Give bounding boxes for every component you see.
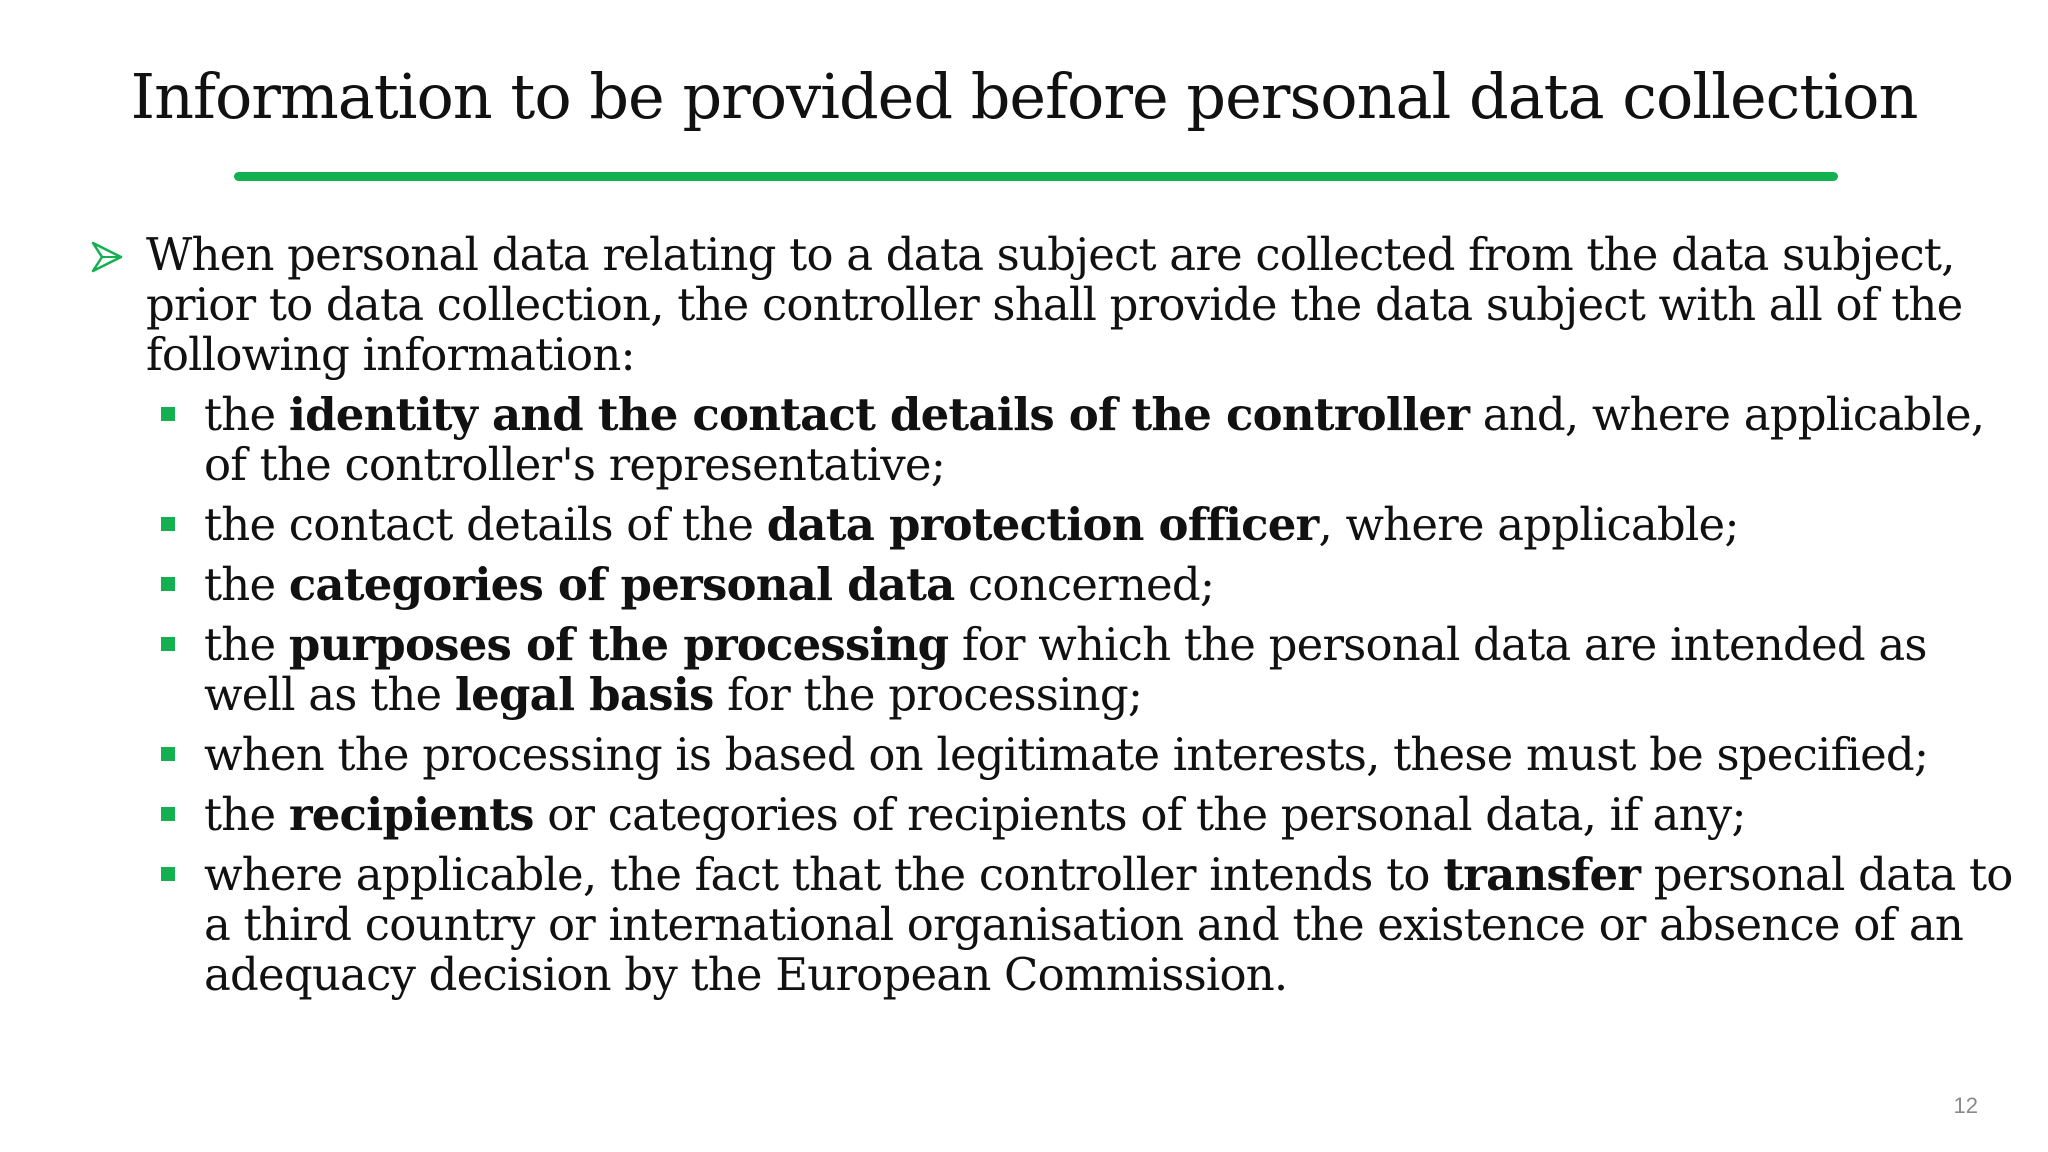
- item-emphasis: identity and the contact details of the controller: [288, 388, 1470, 441]
- square-bullet-icon: [161, 807, 175, 821]
- item-text: for the processing;: [713, 668, 1143, 721]
- list-item: [204, 500, 2015, 550]
- main-bullet-point: [90, 230, 2015, 380]
- item-emphasis: legal basis: [454, 668, 714, 721]
- square-bullet-icon: [161, 867, 175, 881]
- item-text: where applicable, the fact that the controller intends to: [204, 848, 1444, 901]
- title-underline: [234, 172, 1838, 181]
- slide-content: [90, 230, 2015, 1010]
- square-bullet-icon: [161, 577, 175, 591]
- list-item: [204, 620, 2015, 720]
- arrow-bullet-icon: [90, 240, 124, 274]
- item-text: personal data to a third country or international organisation and the existence or absence of an adequacy decision by the European Commission.: [204, 848, 2013, 1001]
- square-bullet-icon: [161, 637, 175, 651]
- item-text: , where applicable;: [1318, 498, 1739, 551]
- item-emphasis: data protection officer: [766, 498, 1319, 551]
- item-text: concerned;: [954, 558, 1215, 611]
- item-text: and, where applicable, of the controller's representative;: [204, 388, 1985, 491]
- item-text: the: [204, 788, 289, 841]
- item-emphasis: transfer: [1443, 848, 1641, 901]
- intro-text: When personal data relating to a data subject are collected from the data subject, prior to data collection, the controller shall provide the data subject with all of the following information:: [146, 228, 1963, 381]
- square-bullet-icon: [161, 517, 175, 531]
- list-item: [204, 390, 2015, 490]
- list-item: [204, 560, 2015, 610]
- item-text: the: [204, 388, 289, 441]
- item-text: or categories of recipients of the personal data, if any;: [533, 788, 1746, 841]
- item-emphasis: recipients: [288, 788, 534, 841]
- page-number: 12: [1953, 1093, 1978, 1118]
- slide-title: Information to be provided before personal data collection: [130, 60, 1918, 133]
- list-item: [204, 850, 2015, 1000]
- list-item: [204, 790, 2015, 840]
- square-bullet-icon: [161, 747, 175, 761]
- item-text: the contact details of the: [204, 498, 767, 551]
- item-text: the: [204, 618, 289, 671]
- square-bullet-icon: [161, 407, 175, 421]
- information-list: [90, 390, 2015, 1000]
- item-emphasis: purposes of the processing: [288, 618, 949, 671]
- item-text: the: [204, 558, 289, 611]
- item-text: for which the personal data are intended as well as the: [204, 618, 1927, 721]
- item-text: when the processing is based on legitimate interests, these must be specified;: [204, 728, 1929, 781]
- list-item: [204, 730, 2015, 780]
- item-emphasis: categories of personal data: [288, 558, 955, 611]
